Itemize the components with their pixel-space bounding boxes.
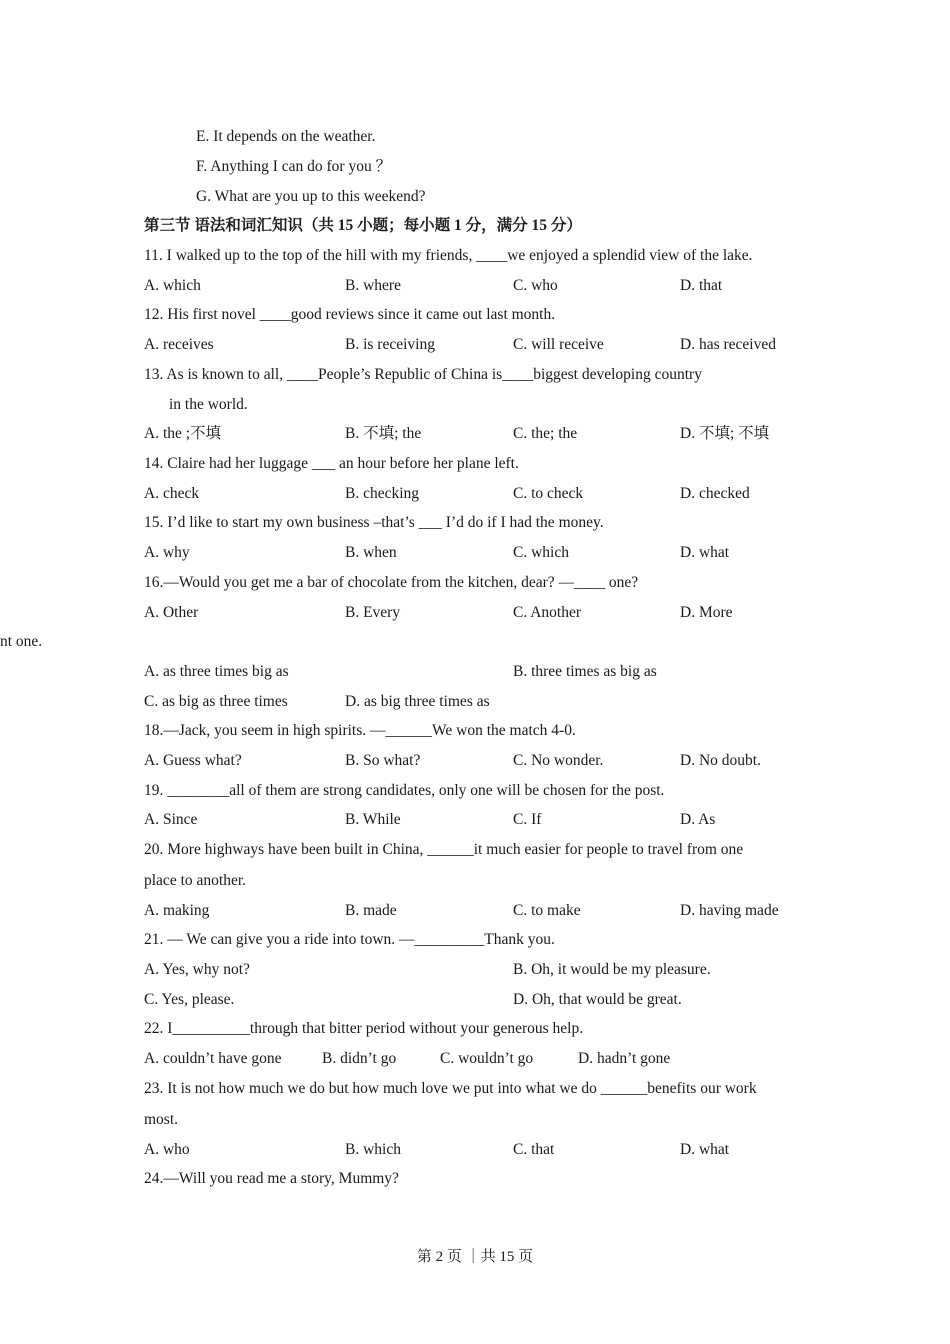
q23-option-a: A. who — [144, 1141, 190, 1158]
q12-option-a: A. receives — [144, 336, 214, 353]
q18-option-a: A. Guess what? — [144, 752, 242, 769]
q19-option-d: D. As — [680, 811, 716, 828]
option-f: F. Anything I can do for you ？ — [196, 158, 392, 175]
question-16: 16.—Would you get me a bar of chocolate from the kitchen, dear? —____ one? — [144, 574, 639, 591]
q18-option-c: C. No wonder. — [513, 752, 604, 769]
q20-option-b: B. made — [345, 902, 397, 919]
q15-option-c: C. which — [513, 544, 569, 561]
option-g: G. What are you up to this weekend? — [196, 188, 426, 205]
question-18: 18.—Jack, you seem in high spirits. —______We won the match 4-0. — [144, 722, 576, 739]
option-e: E. It depends on the weather. — [196, 128, 376, 145]
question-24: 24.—Will you read me a story, Mummy? — [144, 1170, 399, 1187]
q22-option-c: C. wouldn’t go — [440, 1050, 534, 1067]
q13-option-a: A. the ;不填 — [144, 425, 222, 442]
question-11: 11. I walked up to the top of the hill with my friends, ____we enjoyed a splendid view of the lake. — [144, 247, 753, 264]
q19-option-b: B. While — [345, 811, 401, 828]
q12-option-b: B. is receiving — [345, 336, 435, 353]
q23-option-d: D. what — [680, 1141, 730, 1158]
q14-option-d: D. checked — [680, 485, 750, 502]
q16-option-a: A. Other — [144, 604, 199, 621]
q17-option-d: D. as big three times as — [345, 693, 490, 710]
question-23-continued: most. — [144, 1111, 179, 1128]
q15-option-b: B. when — [345, 544, 397, 561]
q17-option-b: B. three times as big as — [513, 663, 657, 680]
q22-option-b: B. didn’t go — [322, 1050, 397, 1067]
q19-option-c: C. If — [513, 811, 542, 828]
q21-option-a: A. Yes, why not? — [144, 961, 250, 978]
q13-option-b: B. 不填; the — [345, 425, 422, 442]
question-20: 20. More highways have been built in China, ______it much easier for people to travel from one — [144, 841, 744, 858]
question-17-fragment: nt one. — [0, 633, 43, 650]
q17-option-a: A. as three times big as — [144, 663, 289, 680]
q20-option-c: C. to make — [513, 902, 581, 919]
question-15: 15. I’d like to start my own business –that’s ___ I’d do if I had the money. — [144, 514, 604, 531]
page-footer: 第 2 页 ｜共 15 页 — [416, 1249, 534, 1265]
q11-option-a: A. which — [144, 277, 201, 294]
q21-option-c: C. Yes, please. — [144, 991, 235, 1008]
q23-option-c: C. that — [513, 1141, 555, 1158]
q12-option-d: D. has received — [680, 336, 776, 353]
q16-option-d: D. More — [680, 604, 733, 621]
q13-option-d: D. 不填; 不填 — [680, 425, 770, 442]
q16-option-b: B. Every — [345, 604, 401, 621]
q21-option-d: D. Oh, that would be great. — [513, 991, 682, 1008]
q14-option-a: A. check — [144, 485, 200, 502]
q13-option-c: C. the; the — [513, 425, 578, 442]
q20-option-a: A. making — [144, 902, 210, 919]
q11-option-d: D. that — [680, 277, 723, 294]
q11-option-b: B. where — [345, 277, 401, 294]
question-19: 19. ________all of them are strong candidates, only one will be chosen for the post. — [144, 782, 665, 799]
question-13-continued: in the world. — [169, 396, 248, 413]
question-12: 12. His first novel ____good reviews since it came out last month. — [144, 306, 556, 323]
q20-option-d: D. having made — [680, 902, 779, 919]
question-22: 22. I__________through that bitter period without your generous help. — [144, 1020, 584, 1037]
q22-option-a: A. couldn’t have gone — [144, 1050, 282, 1067]
q14-option-b: B. checking — [345, 485, 420, 502]
q16-option-c: C. Another — [513, 604, 582, 621]
q19-option-a: A. Since — [144, 811, 198, 828]
q18-option-d: D. No doubt. — [680, 752, 761, 769]
q11-option-c: C. who — [513, 277, 558, 294]
q22-option-d: D. hadn’t gone — [578, 1050, 671, 1067]
q15-option-a: A. why — [144, 544, 190, 561]
question-21: 21. — We can give you a ride into town. —_________Thank you. — [144, 931, 555, 948]
question-20-continued: place to another. — [144, 872, 246, 889]
section-heading: 第三节 语法和词汇知识（共 15 小题；每小题 1 分，满分 15 分） — [144, 217, 582, 234]
q12-option-c: C. will receive — [513, 336, 604, 353]
q21-option-b: B. Oh, it would be my pleasure. — [513, 961, 711, 978]
question-23: 23. It is not how much we do but how much love we put into what we do ______benefits our work — [144, 1080, 757, 1097]
question-14: 14. Claire had her luggage ___ an hour before her plane left. — [144, 455, 519, 472]
question-13: 13. As is known to all, ____People’s Republic of China is____biggest developing country — [144, 366, 702, 383]
q23-option-b: B. which — [345, 1141, 401, 1158]
q18-option-b: B. So what? — [345, 752, 421, 769]
q15-option-d: D. what — [680, 544, 730, 561]
q17-option-c: C. as big as three times — [144, 693, 288, 710]
q14-option-c: C. to check — [513, 485, 584, 502]
